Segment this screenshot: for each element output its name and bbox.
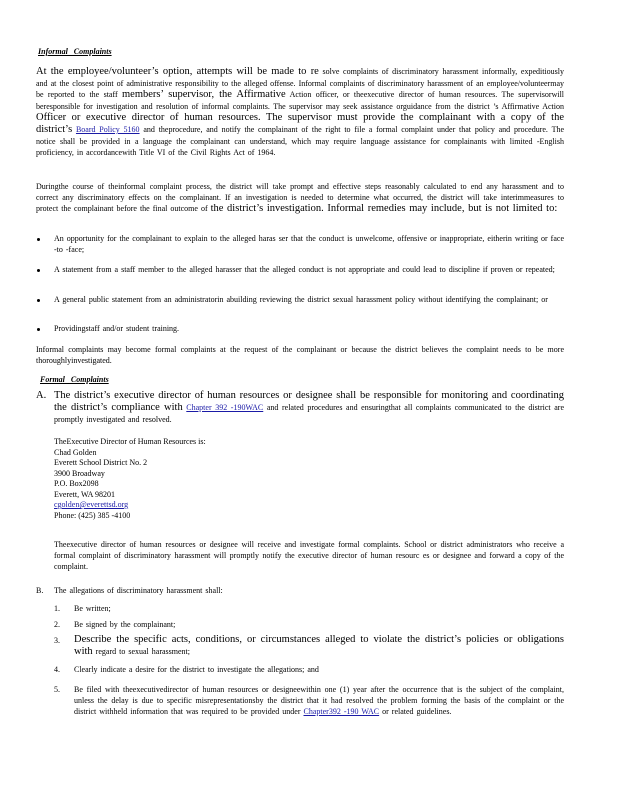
item-number: 1. bbox=[54, 604, 60, 613]
contact-city: Everett, WA 98201 bbox=[54, 489, 115, 499]
bullet-item: A statement from a staff member to the alleged harasser that the alleged conduct is not appropriate and could lead to discipline if proven or repeated; bbox=[54, 265, 555, 274]
contact-phone: Phone: (425) 385 -4100 bbox=[54, 510, 131, 520]
bullet-marker bbox=[37, 269, 40, 272]
informal-p1-big-a: At the employee/volunteer’s option, attempts will be made to re bbox=[36, 66, 319, 77]
informal-p1-big-c: Officer or executive director of human resources. The supervisor must provide the complainant with a copy of the district’s bbox=[36, 112, 564, 135]
section-a-paragraph-2: Theexecutive director of human resources or designee will receive and investigate formal complaints. School or district administrators who receive a formal complaint of discriminatory harassment will promptly notify the executive director of human resourc es or designee and forward a copy of the complaint. bbox=[54, 540, 564, 571]
section-b-marker: B. bbox=[36, 586, 44, 595]
item-text bbox=[74, 634, 564, 658]
contact-email-link[interactable]: cgolden@everettsd.org bbox=[54, 500, 129, 509]
contact-name: Chad Golden bbox=[54, 447, 97, 457]
bullet-item: Providingstaff and/or student training. bbox=[54, 324, 180, 333]
informal-p1-small-c: and theprocedure, and notify the complainant of the right to file a formal complaint under that policy and procedure. The notice shall be provided in a language the complainant can understand, which may require language assistance for complainants with limited -English proficiency, in accordancewith Title VI of the Civil Rights Act of 1964. bbox=[36, 125, 565, 157]
formal-complaints-heading: Formal Complaints bbox=[40, 375, 109, 384]
item-5-text-a: Be filed with theexecutivedirector of human resources or designeewithin one (1) year after the occurrence that is the subject of the complaint, unless the delay is due to specific misrepresentationsby the district that it had resolved the problem forming the basis of the complaint or the district withheld information that was required to be provided under bbox=[74, 685, 564, 716]
bullet-item: A general public statement from an administratorin abuilding reviewing the district sexual harassment policy without identifying the complainant; or bbox=[54, 295, 548, 304]
section-b-intro: The allegations of discriminatory harassment shall: bbox=[54, 586, 223, 595]
section-a-marker: A. bbox=[36, 390, 47, 401]
wac-chapter-link-2[interactable]: Chapter392 -190 WAC bbox=[303, 707, 380, 716]
bullet-marker bbox=[37, 238, 40, 241]
bullet-marker bbox=[37, 299, 40, 302]
informal-complaints-heading: Informal Complaints bbox=[38, 47, 112, 56]
informal-p1-small-a: solve complaints of discriminatory harassment informally, expeditiously and at the closest point of administrative responsibility to the alleged offense. Informal complaints of discriminatory harassment of an employee/volunteermay be reported to the staff bbox=[36, 67, 565, 99]
item-number: 2. bbox=[54, 620, 60, 629]
hr-contact-block bbox=[54, 437, 254, 521]
item-3-small: regard to sexual harassment; bbox=[95, 647, 190, 656]
informal-paragraph-1 bbox=[36, 66, 564, 158]
contact-po-box: P.O. Box2098 bbox=[54, 479, 99, 488]
bullet-marker bbox=[37, 328, 40, 331]
informal-p1-big-b: members’ supervisor, the Affirmative bbox=[122, 89, 286, 100]
board-policy-link[interactable]: Board Policy 5160 bbox=[75, 125, 140, 134]
item-text: Be signed by the complainant; bbox=[74, 620, 176, 629]
item-number: 5. bbox=[54, 685, 60, 694]
section-a-small: and related procedures and ensuringthat all complaints communicated to the district are promptly investigated and resolved. bbox=[54, 403, 565, 424]
contact-street: 3900 Broadway bbox=[54, 468, 105, 478]
item-text: Be written; bbox=[74, 604, 111, 613]
contact-organization: Everett School District No. 2 bbox=[54, 458, 148, 467]
item-5-text-b: or related guidelines. bbox=[382, 707, 452, 716]
wac-chapter-link[interactable]: Chapter 392 -190WAC bbox=[186, 403, 264, 412]
item-text: Clearly indicate a desire for the district to investigate the allegations; and bbox=[74, 665, 319, 674]
item-text bbox=[74, 684, 564, 717]
informal-p1-small-b: Action officer, or theexecutive director of human resources. The supervisorwill beresponsible for investigation and resolution of informal complaints. The supervisor may seek assistance orguidance from the district ’s Affirmative Action bbox=[36, 90, 565, 111]
item-3-big: Describe the specific acts, conditions, or circumstances alleged to violate the district’s policies or obligations with bbox=[74, 634, 564, 657]
section-a-paragraph bbox=[54, 390, 564, 425]
item-number: 3. bbox=[54, 636, 60, 645]
informal-p2-small: Duringthe course of theinformal complaint process, the district will take prompt and effective steps reasonably calculated to end any harassment and to correct any discriminatory effects on the complainant. If an investigation is needed to determine what occurred, the district will take interimmeasures to protect the complainant before the final outcome of bbox=[36, 182, 564, 213]
item-number: 4. bbox=[54, 665, 60, 674]
informal-p2-big: the district’s investigation. Informal remedies may include, but is not limited to: bbox=[210, 203, 558, 214]
bullet-item: An opportunity for the complainant to explain to the alleged haras ser that the conduct is unwelcome, offensive or inappropriate, eitherin writing or face -to -face; bbox=[54, 234, 564, 254]
informal-paragraph-3: Informal complaints may become formal complaints at the request of the complainant or because the district believes the complaint needs to be more thoroughlyinvestigated. bbox=[36, 345, 564, 365]
contact-title: TheExecutive Director of Human Resources is: bbox=[54, 437, 206, 446]
section-a-big: The district’s executive director of human resources or designee shall be responsible for monitoring and coordinating the district’s compliance with bbox=[54, 390, 564, 413]
informal-paragraph-2 bbox=[36, 181, 564, 215]
